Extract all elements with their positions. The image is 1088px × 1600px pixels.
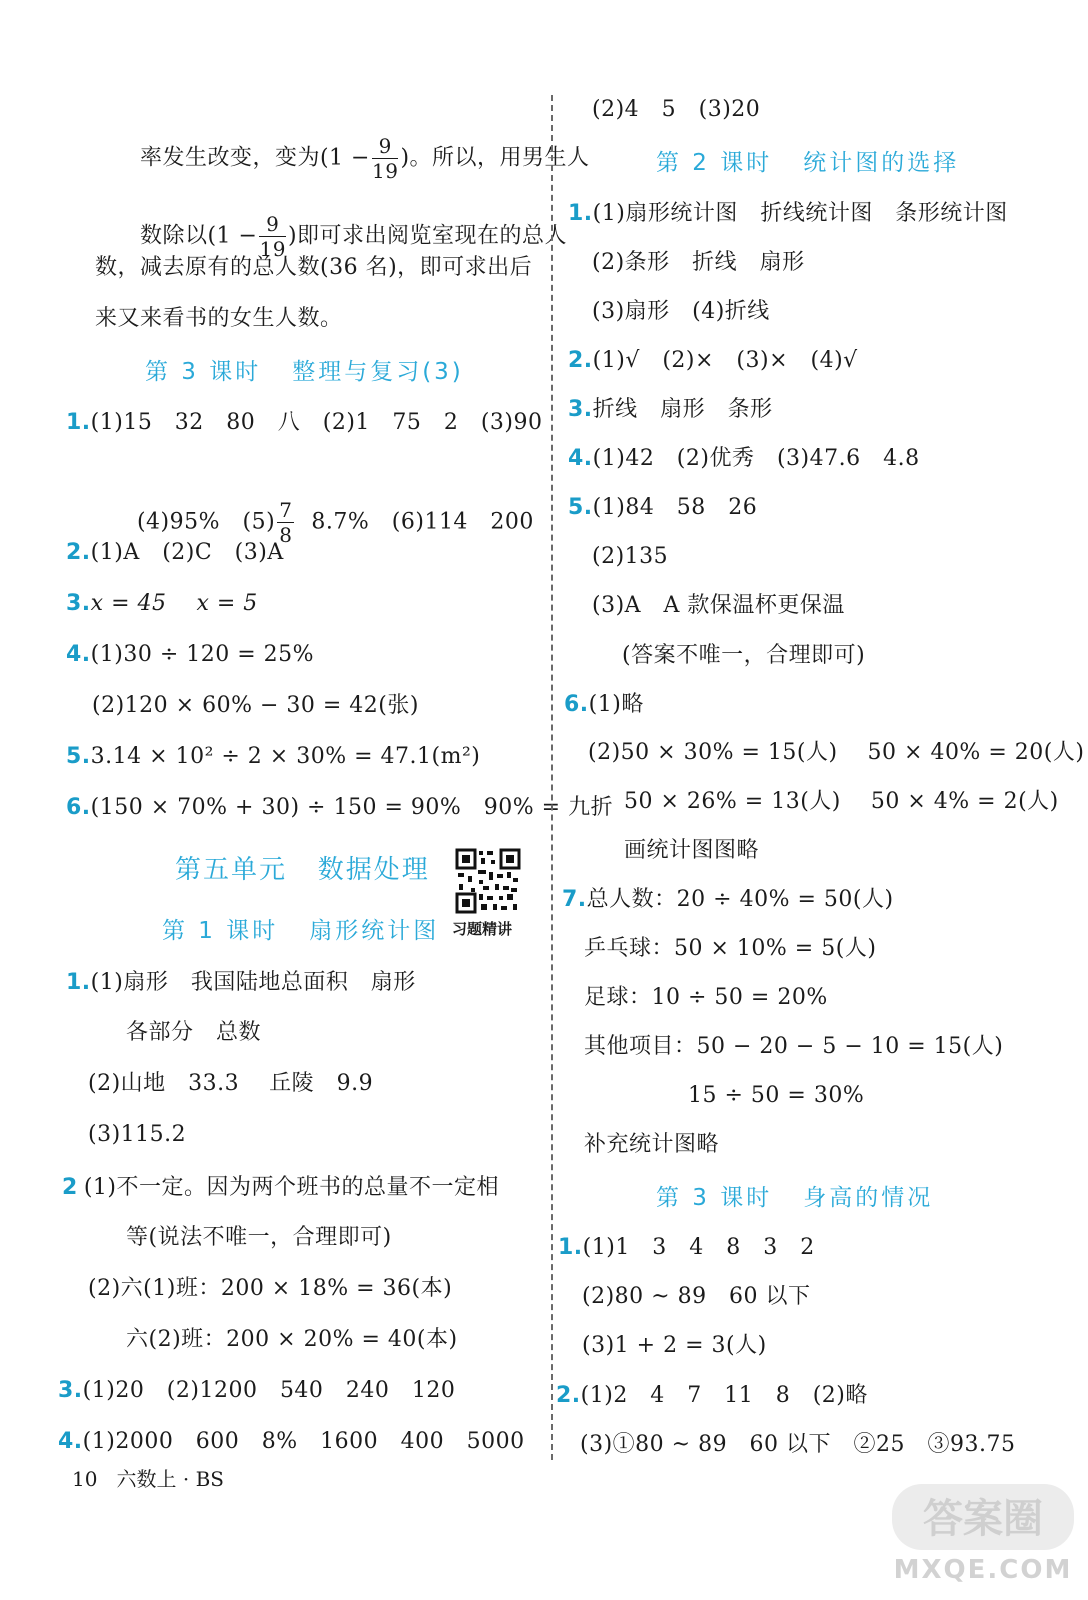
question-number: 2. [66,540,91,565]
qr-label: 习题精讲 [452,920,513,938]
answer-text: (1)2000 600 8% 1600 400 5000 [82,1429,525,1454]
question-line [568,346,858,376]
answer-text: 50 × 26% = 13(人) 50 × 4% = 2(人) [624,789,1059,814]
text-span: )。所以，用男生人 [400,145,590,171]
watermark-text-bottom: MXQE.COM [893,1555,1073,1585]
denominator: 8 [279,523,293,547]
question-line [564,690,644,720]
answer-text: (1)30 ÷ 120 = 25% [90,642,315,667]
answer-text: (3)1 + 2 = 3(人) [582,1333,767,1358]
answer-text: (1)A (2)C (3)A [90,540,284,565]
numerator: 9 [372,136,398,159]
question-number: 2. [556,1383,581,1408]
question-line [66,408,542,438]
question-line [58,1376,455,1406]
question-number: 1. [66,970,91,995]
text-span: 数除以(1 − [139,223,258,249]
question-line [62,1173,499,1203]
question-number: 4. [58,1429,83,1454]
answer-text: (答案不唯一，合理即可) [622,643,866,668]
answer-text: (1)扇形统计图 折线统计图 条形统计图 [592,201,1008,226]
answer-text: 乒乓球：50 × 10% = 5(人) [584,936,877,961]
question-line [568,444,920,474]
question-number: 2 [62,1175,78,1200]
answer-text: (3)115.2 [88,1122,187,1147]
answer-text: 8.7% (6)114 200 [296,509,534,535]
question-line [66,793,613,823]
numerator: 9 [259,214,285,237]
denominator: 19 [371,159,399,183]
answer-text: 各部分 总数 [126,1020,261,1045]
watermark-logo-icon [888,1478,1078,1588]
lesson-title: 第 3 课时 身高的情况 [656,1185,934,1211]
answer-text: (1)20 (2)1200 540 240 120 [82,1378,456,1403]
answer-text: (1)扇形 我国陆地总面积 扇形 [90,970,416,995]
answer-text: (4)95% (5) [136,509,276,535]
question-line [562,885,894,915]
watermark-text-top: 答案圈 [923,1496,1043,1542]
text-span: )即可求出阅览室现在的总人 [287,223,568,249]
unit-title: 第五单元 数据处理 [175,855,430,885]
answer-text: (2)135 [592,544,669,569]
question-line [66,589,258,619]
answer-text: (150 × 70% + 30) ÷ 150 = 90% 90% = 九折 [90,795,614,820]
question-number: 2. [568,348,593,373]
numerator: 7 [279,498,293,522]
answer-text: 等(说法不唯一，合理即可) [126,1225,392,1250]
question-line [58,1427,525,1457]
answer-text: 其他项目：50 − 20 − 5 − 10 = 15(人) [584,1034,1004,1059]
question-line [66,742,480,772]
answer-text: (1)42 (2)优秀 (3)47.6 4.8 [592,446,920,471]
answer-text: (3)A A 款保温杯更保温 [592,593,845,618]
answer-text: (2)120 × 60% − 30 = 42(张) [92,693,419,718]
answer-text: (2)条形 折线 扇形 [592,250,805,275]
question-line [568,395,773,425]
answer-text: (1)2 4 7 11 8 (2)略 [580,1383,868,1408]
answer-text: 折线 扇形 条形 [592,397,773,422]
text-line: 来又来看书的女生人数。 [95,306,343,331]
question-number: 7. [562,887,587,912]
lesson-title: 第 3 课时 整理与复习(3) [145,359,464,385]
text-span: 率发生改变，变为(1 − [139,145,370,171]
question-number: 6. [564,692,589,717]
answer-text: (1)1 3 4 8 3 2 [582,1235,815,1260]
answer-text: (2)50 × 30% = 15(人) 50 × 40% = 20(人) [588,740,1085,765]
question-number: 1. [66,410,91,435]
question-line [66,968,416,998]
question-line [568,493,757,523]
answer-text: (2)六(1)班：200 × 18% = 36(本) [88,1276,453,1301]
text-line: 数，减去原有的总人数(36 名)，即可求出后 [95,255,533,280]
lesson-title: 第 1 课时 扇形统计图 [162,918,440,944]
answer-text: (1)不一定。因为两个班书的总量不一定相 [83,1175,499,1200]
answer-text: (1)略 [588,692,644,717]
question-number: 1. [568,201,593,226]
answer-text: (1)√ (2)× (3)× (4)√ [592,348,858,373]
question-number: 3. [58,1378,83,1403]
answer-text: (3)扇形 (4)折线 [592,299,770,324]
question-line [568,199,1008,229]
answer-text: 足球：10 ÷ 50 = 20% [584,985,828,1010]
question-number: 1. [558,1235,583,1260]
fraction [372,136,398,181]
question-line [66,538,284,568]
lesson-title: 第 2 课时 统计图的选择 [656,150,960,176]
question-number: 4. [568,446,593,471]
answer-text: 3.14 × 10² ÷ 2 × 30% = 47.1(m²) [90,744,481,769]
answer-text: 15 ÷ 50 = 30% [688,1083,865,1108]
question-line [558,1233,815,1263]
page-footer: 10 六数上 · BS [72,1467,224,1491]
answer-text: x = 45 x = 5 [90,591,258,616]
question-number: 3. [66,591,91,616]
answer-text: (2)山地 33.3 丘陵 9.9 [88,1071,374,1096]
answer-text: (2)4 5 (3)20 [592,97,761,122]
answer-text: 画统计图图略 [624,838,760,863]
question-number: 5. [568,495,593,520]
answer-text: 补充统计图略 [584,1132,720,1157]
answer-text: (1)84 58 26 [592,495,758,520]
answer-text: 六(2)班：200 × 20% = 40(本) [126,1327,458,1352]
question-number: 5. [66,744,91,769]
question-line [66,640,314,670]
question-line [556,1381,868,1411]
answer-text: (1)15 32 80 八 (2)1 75 2 (3)90 [90,410,543,435]
answer-text: (2)80 ~ 89 60 以下 [582,1284,811,1309]
answer-text: 总人数：20 ÷ 40% = 50(人) [586,887,894,912]
question-number: 6. [66,795,91,820]
denominator: 19 [259,237,286,261]
question-number: 4. [66,642,91,667]
qr-code-icon[interactable] [455,848,521,914]
column-divider [551,95,553,1460]
answer-text: (3)①80 ~ 89 60 以下 ②25 ③93.75 [580,1432,1016,1457]
question-number: 3. [568,397,593,422]
